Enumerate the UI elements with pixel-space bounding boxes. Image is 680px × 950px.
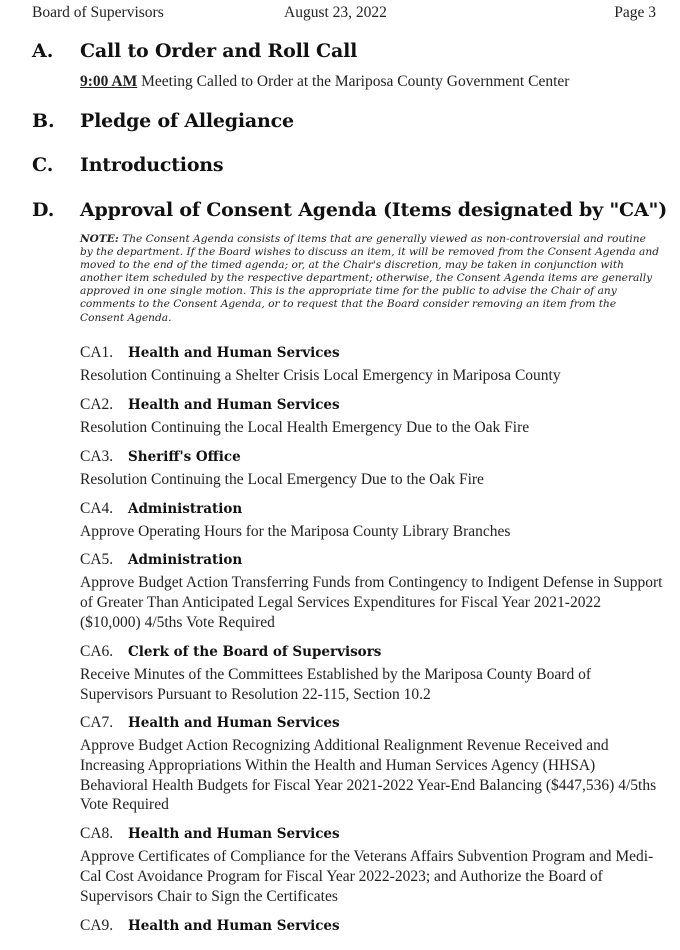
section-a-title: Call to Order and Roll Call bbox=[80, 40, 358, 62]
meeting-call-line bbox=[80, 73, 569, 91]
item-department: Health and Human Services bbox=[128, 918, 340, 934]
section-c-letter: C. bbox=[32, 154, 54, 176]
header-page-number: Page 3 bbox=[614, 4, 656, 21]
item-description: Approve Certificates of Compliance for the Veterans Affairs Subvention Program and Medi-Cal Cost Avoidance Program for Fiscal Year 2022-2023; and Authorize the Board of Supervisors Chair to Sign the Certificates bbox=[80, 848, 654, 905]
item-description: Approve Budget Action Recognizing Additional Realignment Revenue Received and Increasing Appropriations Within the Health and Human Services Agency (HHSA) Behavioral Health Budgets for Fiscal Year 2021-2022 Year-End Balancing ($447,536) 4/5ths Vote Required bbox=[80, 737, 657, 814]
item-number: CA3. bbox=[80, 448, 114, 465]
item-department: Health and Human Services bbox=[128, 715, 340, 731]
section-c-title: Introductions bbox=[80, 154, 224, 176]
item-department: Health and Human Services bbox=[128, 397, 340, 413]
note-text: The Consent Agenda consists of items that are generally viewed as non-controversial and routine by the department. If the Board wishes to discuss an item, it will be removed from the Consent Agenda and moved to the end of the timed agenda; or, at the Chair's discretion, may be taken in conjunction with another item scheduled by the respective department; otherwise, the Consent Agenda items are generally approved in one single motion. This is the appropriate time for the public to advise the Chair of any comments to the Consent Agenda, or to request that the Board consider removing an item from the Consent Agenda. bbox=[80, 233, 659, 324]
item-department: Administration bbox=[128, 552, 243, 568]
item-department: Sheriff's Office bbox=[128, 449, 241, 465]
section-a-letter: A. bbox=[32, 40, 54, 62]
item-department: Health and Human Services bbox=[128, 826, 340, 842]
item-description: Approve Budget Action Transferring Funds from Contingency to Indigent Defense in Support of Greater Than Anticipated Legal Services Expenditures for Fiscal Year 2021-2022 ($10,000) 4/5ths Vote Required bbox=[80, 574, 663, 631]
item-number: CA1. bbox=[80, 344, 114, 361]
consent-item-ca9 bbox=[80, 915, 665, 935]
item-number: CA6. bbox=[80, 643, 114, 660]
consent-item-ca6 bbox=[80, 641, 665, 705]
section-d-title: Approval of Consent Agenda (Items designated by "CA") bbox=[80, 199, 667, 221]
item-department: Clerk of the Board of Supervisors bbox=[128, 644, 382, 660]
section-b-title: Pledge of Allegiance bbox=[80, 110, 294, 132]
consent-item-ca1 bbox=[80, 342, 665, 386]
item-number: CA8. bbox=[80, 825, 114, 842]
item-number: CA9. bbox=[80, 917, 114, 934]
page-header bbox=[32, 4, 656, 24]
consent-item-ca3 bbox=[80, 446, 665, 490]
header-organization: Board of Supervisors bbox=[32, 4, 164, 21]
item-description: Approve Operating Hours for the Mariposa County Library Branches bbox=[80, 523, 511, 540]
section-b-letter: B. bbox=[32, 110, 55, 132]
meeting-text: Meeting Called to Order at the Mariposa County Government Center bbox=[137, 73, 570, 90]
item-description: Resolution Continuing a Shelter Crisis Local Emergency in Mariposa County bbox=[80, 367, 561, 384]
item-number: CA4. bbox=[80, 500, 114, 517]
item-description: Resolution Continuing the Local Health Emergency Due to the Oak Fire bbox=[80, 419, 530, 436]
item-department: Administration bbox=[128, 501, 243, 517]
item-number: CA5. bbox=[80, 551, 114, 568]
consent-item-ca2 bbox=[80, 394, 665, 438]
item-description: Resolution Continuing the Local Emergency Due to the Oak Fire bbox=[80, 471, 484, 488]
consent-item-ca8 bbox=[80, 823, 665, 906]
item-department: Health and Human Services bbox=[128, 345, 340, 361]
note-label: NOTE: bbox=[80, 233, 119, 245]
section-d-letter: D. bbox=[32, 199, 55, 221]
header-date: August 23, 2022 bbox=[284, 4, 387, 21]
consent-item-ca5 bbox=[80, 549, 665, 632]
consent-item-ca4 bbox=[80, 498, 665, 542]
consent-agenda-note bbox=[80, 233, 660, 325]
item-number: CA2. bbox=[80, 396, 114, 413]
item-number: CA7. bbox=[80, 714, 114, 731]
consent-item-ca7 bbox=[80, 712, 665, 815]
meeting-time: 9:00 AM bbox=[80, 73, 138, 90]
item-description: Receive Minutes of the Committees Established by the Mariposa County Board of Supervisors Pursuant to Resolution 22-115, Section 10.2 bbox=[80, 666, 591, 703]
